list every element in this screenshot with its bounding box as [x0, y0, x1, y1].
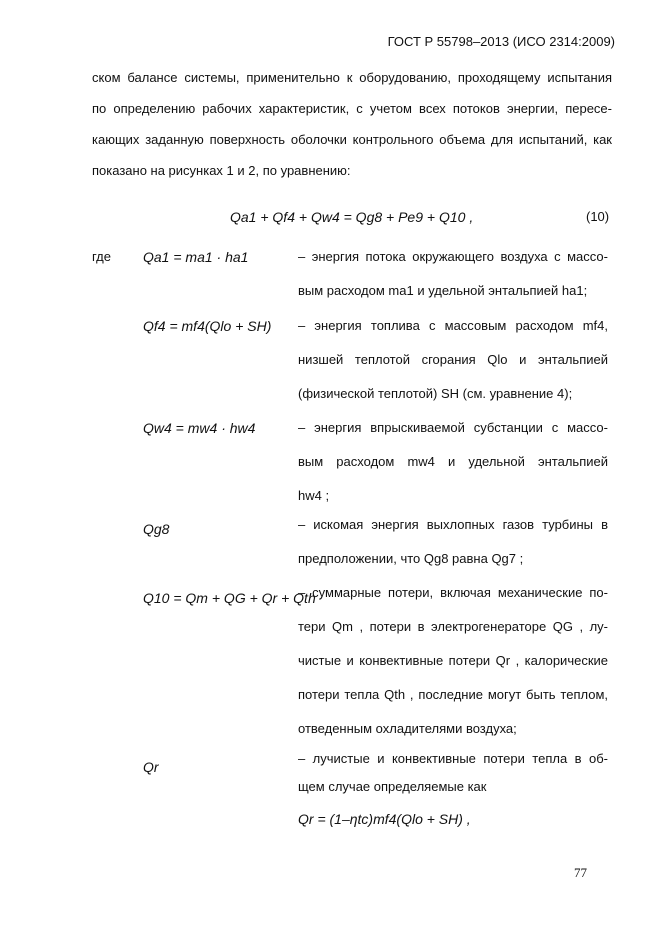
definition-line: (физической теплотой) SH (см. уравнение 4);: [298, 386, 573, 401]
definition-formula: Qg8: [143, 521, 170, 537]
page-number: 77: [574, 865, 587, 880]
main-formula: Qa1 + Qf4 + Qw4 = Qg8 + Pe9 + Q10 ,: [230, 209, 474, 225]
definition-line: щем случае определяемые как: [298, 779, 487, 794]
definition-line: – энергия впрыскиваемой субстанции с массо-: [298, 420, 608, 435]
definition-description: [298, 240, 608, 308]
definition-formula: Qr: [143, 759, 159, 775]
definition-line: чистые и конвективные потери Qr , калорические: [298, 653, 608, 668]
definition-line: потери тепла Qth , последние могут быть теплом,: [298, 687, 608, 702]
definition-line: вым расходом ma1 и удельной энтальпией ha1;: [298, 283, 588, 298]
document-header: ГОСТ Р 55798–2013 (ИСО 2314:2009): [387, 34, 615, 49]
definition-description: [298, 745, 608, 837]
intro-line: по определению рабочих характеристик, с учетом всех потоков энергии, пересе-: [92, 101, 612, 116]
definition-formula: Q10 = Qm + QG + Qr + Qth: [143, 590, 316, 606]
definition-description: [298, 508, 608, 576]
intro-line: кающих заданную поверхность оболочки контрольного объема для испытаний, как: [92, 132, 612, 147]
definition-line: – лучистые и конвективные потери тепла в об-: [298, 751, 608, 766]
intro-line: ском балансе системы, применительно к оборудованию, проходящему испытания: [92, 70, 612, 85]
definition-line: – искомая энергия выхлопных газов турбины в: [298, 517, 608, 532]
intro-paragraph: [92, 62, 612, 186]
equation-number: (10): [586, 209, 610, 224]
where-label: где: [92, 249, 111, 264]
definition-description: [298, 576, 608, 746]
definition-line: – энергия потока окружающего воздуха с массо-: [298, 249, 608, 264]
definition-line: – суммарные потери, включая механические по-: [298, 585, 608, 600]
definition-formula: Qa1 = ma1 · ha1: [143, 249, 249, 265]
definition-line: – энергия топлива с массовым расходом mf4,: [298, 318, 608, 333]
definition-description: [298, 309, 608, 411]
definition-line: предположении, что Qg8 равна Qg7 ;: [298, 551, 524, 566]
definition-line: низшей теплотой сгорания Qlo и энтальпией: [298, 352, 608, 367]
definition-line: тери Qm , потери в электрогенераторе QG , лу-: [298, 619, 608, 634]
definition-line: hw4 ;: [298, 488, 330, 503]
definition-line: вым расходом mw4 и удельной энтальпией: [298, 454, 608, 469]
definition-line: Qr = (1–ηtc)mf4(Qlo + SH) ,: [298, 811, 471, 827]
definition-formula: Qw4 = mw4 · hw4: [143, 420, 256, 436]
intro-line: показано на рисунках 1 и 2, по уравнению:: [92, 163, 351, 178]
definition-formula: Qf4 = mf4(Qlo + SH): [143, 318, 272, 334]
definition-line: отведенным охладителями воздуха;: [298, 721, 517, 736]
definition-description: [298, 411, 608, 513]
